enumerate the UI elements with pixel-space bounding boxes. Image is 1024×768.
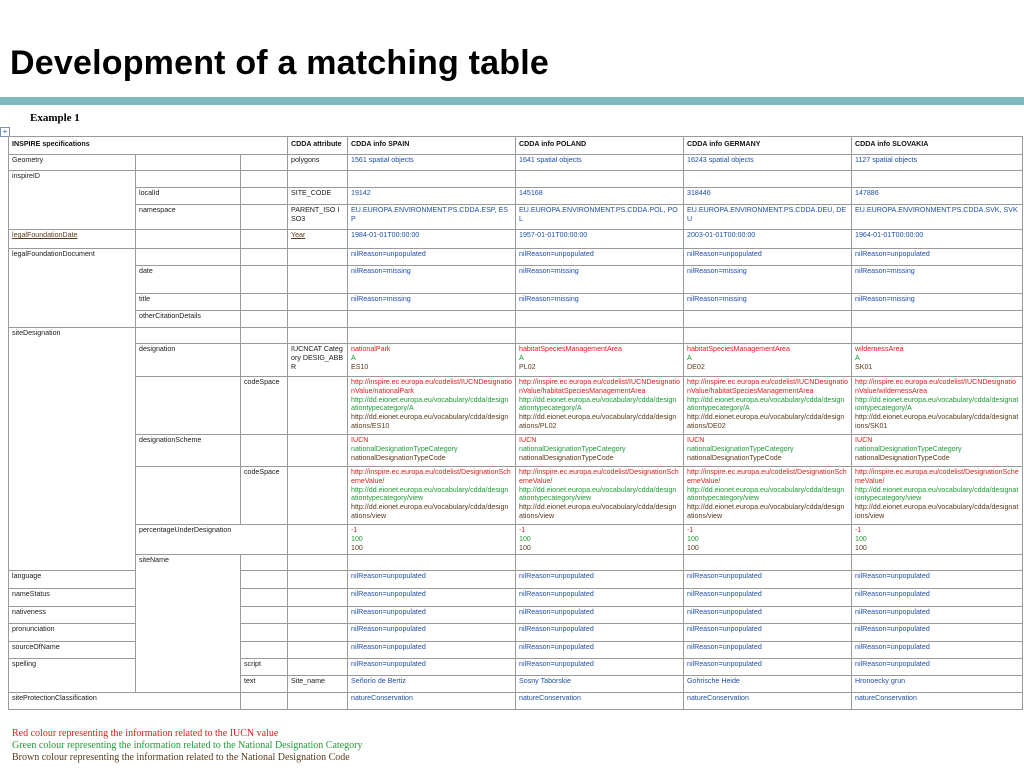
cell-germany: nilReason=unpopulated bbox=[684, 624, 852, 642]
sub-label: nativeness bbox=[9, 607, 136, 624]
cell-germany: 318446 bbox=[684, 188, 852, 205]
cell-slovakia: wildernessArea A SK01 bbox=[852, 344, 1023, 377]
sub-label: language bbox=[9, 571, 136, 589]
cell-slovakia: nilReason=unpopulated bbox=[852, 607, 1023, 624]
cell-slovakia: nilReason=unpopulated bbox=[852, 571, 1023, 589]
cell-spain: nilReason=unpopulated bbox=[348, 589, 516, 607]
cell-spain: 19142 bbox=[348, 188, 516, 205]
cell-slovakia: 1127 spatial objects bbox=[852, 155, 1023, 171]
cell-poland: -1 100 100 bbox=[516, 525, 684, 555]
table-row bbox=[9, 249, 1023, 266]
sub-label: namespace bbox=[136, 205, 241, 230]
cell-germany: nilReason=unpopulated bbox=[684, 607, 852, 624]
cell-slovakia: http://inspire.ec.europa.eu/codelist/DesignationSchemeValue/ http://dd.eionet.europa.eu/vocabulary/cdda/designationtypecategory/view http://dd.eionet.europa.eu/vocabulary/cdda/designations/view bbox=[852, 467, 1023, 525]
cell-spain: nilReason=unpopulated bbox=[348, 659, 516, 676]
cell-germany: nilReason=unpopulated bbox=[684, 642, 852, 659]
sub-label: title bbox=[136, 294, 241, 311]
sub-label: otherCitationDetails bbox=[136, 311, 241, 328]
cell-germany: natureConservation bbox=[684, 693, 852, 710]
cell-slovakia: http://inspire.ec.europa.eu/codelist/IUCNDesignationValue/wildernessArea http://dd.eionet.europa.eu/vocabulary/cdda/designationtypecategory/A http://dd.eionet.europa.eu/vocabulary/cdda/designations/SK01 bbox=[852, 377, 1023, 435]
cell-germany: -1 100 100 bbox=[684, 525, 852, 555]
row-label: siteDesignation bbox=[9, 328, 136, 571]
cdda-attribute: polygons bbox=[288, 155, 348, 171]
table-row bbox=[9, 435, 1023, 467]
cell-spain: nilReason=unpopulated bbox=[348, 571, 516, 589]
cell-poland: habitatSpeciesManagementArea A PL02 bbox=[516, 344, 684, 377]
cell-germany: 16243 spatial objects bbox=[684, 155, 852, 171]
example-label: Example 1 bbox=[30, 112, 80, 124]
cell-poland: nilReason=unpopulated bbox=[516, 571, 684, 589]
table-row bbox=[9, 344, 1023, 377]
row-label: inspireID bbox=[9, 171, 136, 230]
cell-poland: EU.EUROPA.ENVIRONMENT.PS.CDDA.POL, POL bbox=[516, 205, 684, 230]
cell-germany: nilReason=unpopulated bbox=[684, 659, 852, 676]
legend-red: Red colour representing the information related to the IUCN value bbox=[12, 728, 279, 739]
page-title: Development of a matching table bbox=[10, 44, 549, 82]
cell-slovakia: 1964-01-01T00:00:00 bbox=[852, 230, 1023, 249]
sub-sub-label: script bbox=[241, 659, 288, 676]
cell-poland: natureConservation bbox=[516, 693, 684, 710]
cell-germany: EU.EUROPA.ENVIRONMENT.PS.CDDA.DEU, DEU bbox=[684, 205, 852, 230]
cell-slovakia: nilReason=missing bbox=[852, 294, 1023, 311]
cell-spain: nilReason=unpopulated bbox=[348, 607, 516, 624]
row-label: siteProtectionClassification bbox=[9, 693, 241, 710]
color-legend bbox=[12, 728, 362, 764]
cell-germany: http://inspire.ec.europa.eu/codelist/IUCNDesignationValue/habitatSpeciesManagementArea http://dd.eionet.europa.eu/vocabulary/cdda/designationtypecategory/A http://dd.eionet.europa.eu/vocabulary/cdda/designations/DE02 bbox=[684, 377, 852, 435]
sub-label: localId bbox=[136, 188, 241, 205]
sub-label: spelling bbox=[9, 659, 136, 693]
row-label: siteName bbox=[136, 555, 241, 693]
sub-label: sourceOfName bbox=[9, 642, 136, 659]
cell-spain: 1984-01-01T00:00:00 bbox=[348, 230, 516, 249]
cell-poland: 1957-01-01T00:00:00 bbox=[516, 230, 684, 249]
matching-table bbox=[8, 136, 1023, 710]
cdda-attribute: SITE_CODE bbox=[288, 188, 348, 205]
cell-spain: nilReason=missing bbox=[348, 294, 516, 311]
cell-slovakia: 147886 bbox=[852, 188, 1023, 205]
cell-spain: -1 100 100 bbox=[348, 525, 516, 555]
cell-poland: 1641 spatial objects bbox=[516, 155, 684, 171]
header-slovakia: CDDA info SLOVAKIA bbox=[852, 137, 1023, 155]
row-label: legalFoundationDate bbox=[12, 231, 78, 239]
header-cdda-attribute: CDDA attribute bbox=[288, 137, 348, 155]
cell-slovakia: natureConservation bbox=[852, 693, 1023, 710]
cell-poland: Sosny Taborskie bbox=[516, 676, 684, 693]
cell-spain: 1561 spatial objects bbox=[348, 155, 516, 171]
cell-slovakia: nilReason=unpopulated bbox=[852, 589, 1023, 607]
sub-label: nameStatus bbox=[9, 589, 136, 607]
cell-spain: http://inspire.ec.europa.eu/codelist/DesignationSchemeValue/ http://dd.eionet.europa.eu/vocabulary/cdda/designationtypecategory/view http://dd.eionet.europa.eu/vocabulary/cdda/designations/view bbox=[348, 467, 516, 525]
cell-spain: nationalPark A ES10 bbox=[348, 344, 516, 377]
sub-label: codeSpace bbox=[241, 467, 288, 525]
cell-poland: nilReason=unpopulated bbox=[516, 659, 684, 676]
cell-spain: http://inspire.ec.europa.eu/codelist/IUCNDesignationValue/nationalPark http://dd.eionet.europa.eu/vocabulary/cdda/designationtypecategory/A http://dd.eionet.europa.eu/vocabulary/cdda/designations/ES10 bbox=[348, 377, 516, 435]
cell-slovakia: nilReason=missing bbox=[852, 266, 1023, 294]
cell-poland: IUCN nationalDesignationTypeCategory nationalDesignationTypeCode bbox=[516, 435, 684, 467]
sub-label: percentageUnderDesignation bbox=[136, 525, 288, 555]
table-row bbox=[9, 171, 1023, 188]
cell-poland: nilReason=unpopulated bbox=[516, 624, 684, 642]
cell-poland: http://inspire.ec.europa.eu/codelist/DesignationSchemeValue/ http://dd.eionet.europa.eu/vocabulary/cdda/designationtypecategory/view http://dd.eionet.europa.eu/vocabulary/cdda/designations/view bbox=[516, 467, 684, 525]
table-row bbox=[9, 230, 1023, 249]
table-row bbox=[9, 693, 1023, 710]
header-poland: CDDA info POLAND bbox=[516, 137, 684, 155]
table-move-handle-icon[interactable]: + bbox=[0, 127, 10, 137]
cell-germany: http://inspire.ec.europa.eu/codelist/DesignationSchemeValue/ http://dd.eionet.europa.eu/vocabulary/cdda/designationtypecategory/view http://dd.eionet.europa.eu/vocabulary/cdda/designations/view bbox=[684, 467, 852, 525]
cdda-attribute: IUCNCAT Category DESIG_ABBR bbox=[288, 344, 348, 377]
cell-germany: nilReason=unpopulated bbox=[684, 571, 852, 589]
cell-germany: nilReason=missing bbox=[684, 294, 852, 311]
cell-poland: nilReason=unpopulated bbox=[516, 642, 684, 659]
cell-poland: http://inspire.ec.europa.eu/codelist/IUCNDesignationValue/habitatSpeciesManagementArea http://dd.eionet.europa.eu/vocabulary/cdda/designationtypecategory/A http://dd.eionet.europa.eu/vocabulary/cdda/designations/PL02 bbox=[516, 377, 684, 435]
cell-spain: nilReason=unpopulated bbox=[348, 249, 516, 266]
sub-label: designationScheme bbox=[136, 435, 241, 467]
cdda-attribute: PARENT_ISO ISO3 bbox=[288, 205, 348, 230]
sub-label: designation bbox=[136, 344, 241, 377]
cell-germany: nilReason=unpopulated bbox=[684, 589, 852, 607]
cell-germany: Gohrische Heide bbox=[684, 676, 852, 693]
cell-poland: nilReason=missing bbox=[516, 266, 684, 294]
cdda-attribute: Year bbox=[291, 231, 306, 239]
table-row bbox=[9, 311, 1023, 328]
cell-poland: nilReason=unpopulated bbox=[516, 607, 684, 624]
sub-label: pronunciation bbox=[9, 624, 136, 642]
cell-slovakia: EU.EUROPA.ENVIRONMENT.PS.CDDA.SVK, SVK bbox=[852, 205, 1023, 230]
cell-slovakia: nilReason=unpopulated bbox=[852, 249, 1023, 266]
table-row bbox=[9, 328, 1023, 344]
header-spain: CDDA info SPAIN bbox=[348, 137, 516, 155]
cell-slovakia: nilReason=unpopulated bbox=[852, 624, 1023, 642]
cell-slovakia: nilReason=unpopulated bbox=[852, 642, 1023, 659]
cell-spain: nilReason=missing bbox=[348, 266, 516, 294]
cell-spain: IUCN nationalDesignationTypeCategory nationalDesignationTypeCode bbox=[348, 435, 516, 467]
cell-spain: natureConservation bbox=[348, 693, 516, 710]
table-row bbox=[9, 525, 1023, 555]
table-header-row bbox=[9, 137, 1023, 155]
cell-spain: EU.EUROPA.ENVIRONMENT.PS.CDDA.ESP, ESP bbox=[348, 205, 516, 230]
cell-germany: 2003-01-01T00:00:00 bbox=[684, 230, 852, 249]
table-row bbox=[9, 377, 1023, 435]
cell-germany: nilReason=unpopulated bbox=[684, 249, 852, 266]
sub-sub-label: text bbox=[241, 676, 288, 693]
cell-spain: nilReason=unpopulated bbox=[348, 624, 516, 642]
sub-label: codeSpace bbox=[241, 377, 288, 435]
cell-spain: nilReason=unpopulated bbox=[348, 642, 516, 659]
cell-slovakia: -1 100 100 bbox=[852, 525, 1023, 555]
cell-germany: IUCN nationalDesignationTypeCategory nationalDesignationTypeCode bbox=[684, 435, 852, 467]
legend-green: Green colour representing the information related to the National Designation Category bbox=[12, 740, 363, 751]
cell-slovakia: nilReason=unpopulated bbox=[852, 659, 1023, 676]
sub-label: date bbox=[136, 266, 241, 294]
table-row bbox=[9, 205, 1023, 230]
cell-germany: habitatSpeciesManagementArea A DE02 bbox=[684, 344, 852, 377]
title-underline-band bbox=[0, 97, 1024, 105]
cell-slovakia: Hronoecky grun bbox=[852, 676, 1023, 693]
cell-spain: Señorío de Bertiz bbox=[348, 676, 516, 693]
header-germany: CDDA info GERMANY bbox=[684, 137, 852, 155]
cell-germany: nilReason=missing bbox=[684, 266, 852, 294]
cell-slovakia: IUCN nationalDesignationTypeCategory nationalDesignationTypeCode bbox=[852, 435, 1023, 467]
cell-poland: nilReason=missing bbox=[516, 294, 684, 311]
table-row bbox=[9, 467, 1023, 525]
cell-poland: nilReason=unpopulated bbox=[516, 249, 684, 266]
row-label: legalFoundationDocument bbox=[9, 249, 136, 328]
table-row bbox=[9, 266, 1023, 294]
cell-poland: 145168 bbox=[516, 188, 684, 205]
cdda-attribute: Site_name bbox=[288, 676, 348, 693]
table-row bbox=[9, 188, 1023, 205]
table-row bbox=[9, 155, 1023, 171]
header-inspire: INSPIRE specifications bbox=[9, 137, 288, 155]
legend-brown: Brown colour representing the information related to the National Designation Code bbox=[12, 752, 350, 763]
table-row bbox=[9, 555, 1023, 571]
table-row bbox=[9, 294, 1023, 311]
cell-poland: nilReason=unpopulated bbox=[516, 589, 684, 607]
row-label: Geometry bbox=[9, 155, 136, 171]
